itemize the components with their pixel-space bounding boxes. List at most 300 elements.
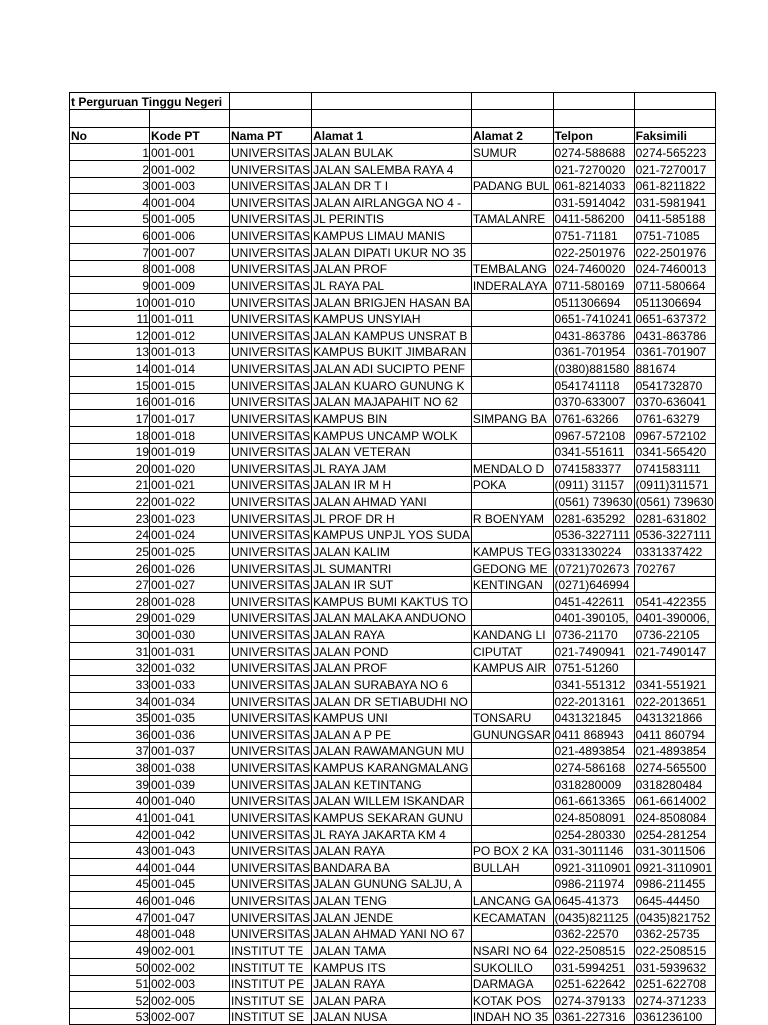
cell-no[interactable]: 47 [70, 909, 150, 926]
cell-alamat-2[interactable] [471, 310, 553, 327]
cell-alamat-2[interactable] [471, 692, 553, 709]
cell-alamat-2[interactable] [471, 609, 553, 626]
cell-kode-pt[interactable]: 001-034 [150, 692, 230, 709]
cell-telpon[interactable]: 0274-586168 [553, 759, 634, 776]
cell-alamat-2[interactable] [471, 343, 553, 360]
cell-alamat-1[interactable]: JL RAYA PAL [312, 277, 472, 294]
cell-alamat-1[interactable]: JALAN BRIGJEN HASAN BA [312, 293, 472, 310]
cell-alamat-1[interactable]: KAMPUS BUMI KAKTUS TO [312, 593, 472, 610]
cell-kode-pt[interactable]: 002-001 [150, 942, 230, 959]
cell-telpon[interactable]: 0274-379133 [553, 992, 634, 1009]
cell-nama-pt[interactable]: UNIVERSITAS [230, 526, 312, 543]
cell-nama-pt[interactable]: UNIVERSITAS [230, 244, 312, 261]
cell-faksimili[interactable]: 702767 [634, 559, 715, 576]
cell-faksimili[interactable]: 0341-565420 [634, 443, 715, 460]
cell-telpon[interactable]: 0751-71181 [553, 227, 634, 244]
cell-no[interactable]: 7 [70, 244, 150, 261]
cell-faksimili[interactable]: 0274-371233 [634, 992, 715, 1009]
cell-no[interactable]: 1 [70, 144, 150, 161]
cell-telpon[interactable]: 0451-422611 [553, 593, 634, 610]
cell-nama-pt[interactable]: UNIVERSITAS [230, 543, 312, 560]
cell-kode-pt[interactable]: 001-041 [150, 809, 230, 826]
cell-alamat-2[interactable] [471, 360, 553, 377]
blank-cell[interactable] [471, 109, 553, 127]
cell-alamat-1[interactable]: JALAN POND [312, 643, 472, 660]
cell-alamat-2[interactable] [471, 676, 553, 693]
cell-telpon[interactable]: 022-2013161 [553, 692, 634, 709]
cell-alamat-1[interactable]: KAMPUS UNI [312, 709, 472, 726]
cell-no[interactable]: 35 [70, 709, 150, 726]
cell-kode-pt[interactable]: 001-046 [150, 892, 230, 909]
cell-alamat-1[interactable]: JALAN DIPATI UKUR NO 35 [312, 244, 472, 261]
cell-alamat-2[interactable]: KENTINGAN [471, 576, 553, 593]
cell-kode-pt[interactable]: 001-009 [150, 277, 230, 294]
cell-nama-pt[interactable]: UNIVERSITAS [230, 460, 312, 477]
cell-no[interactable]: 46 [70, 892, 150, 909]
cell-nama-pt[interactable]: UNIVERSITAS [230, 609, 312, 626]
cell-nama-pt[interactable]: UNIVERSITAS [230, 144, 312, 161]
cell-kode-pt[interactable]: 001-048 [150, 925, 230, 942]
cell-alamat-1[interactable]: JALAN GUNUNG SALJU, A [312, 875, 472, 892]
cell-alamat-1[interactable]: JALAN PROF [312, 260, 472, 277]
cell-kode-pt[interactable]: 001-007 [150, 244, 230, 261]
cell-nama-pt[interactable]: UNIVERSITAS [230, 776, 312, 793]
cell-no[interactable]: 37 [70, 742, 150, 759]
cell-nama-pt[interactable]: UNIVERSITAS [230, 160, 312, 177]
cell-alamat-2[interactable] [471, 493, 553, 510]
cell-telpon[interactable]: 021-4893854 [553, 742, 634, 759]
cell-nama-pt[interactable]: UNIVERSITAS [230, 377, 312, 394]
cell-alamat-2[interactable]: BULLAH [471, 859, 553, 876]
cell-alamat-2[interactable]: R BOENYAM [471, 510, 553, 527]
cell-faksimili[interactable]: 0431321866 [634, 709, 715, 726]
title-cell[interactable] [553, 93, 634, 110]
title-cell[interactable] [230, 93, 312, 110]
cell-alamat-1[interactable]: JALAN KALIM [312, 543, 472, 560]
cell-kode-pt[interactable]: 001-027 [150, 576, 230, 593]
cell-alamat-2[interactable] [471, 377, 553, 394]
cell-alamat-2[interactable]: PADANG BUL [471, 177, 553, 194]
cell-kode-pt[interactable]: 001-044 [150, 859, 230, 876]
cell-faksimili[interactable]: (0561) 739630 [634, 493, 715, 510]
blank-cell[interactable] [312, 109, 472, 127]
cell-alamat-2[interactable]: GUNUNGSAR [471, 726, 553, 743]
cell-no[interactable]: 21 [70, 476, 150, 493]
cell-alamat-2[interactable] [471, 426, 553, 443]
cell-nama-pt[interactable]: UNIVERSITAS [230, 925, 312, 942]
cell-nama-pt[interactable]: UNIVERSITAS [230, 493, 312, 510]
cell-no[interactable]: 13 [70, 343, 150, 360]
cell-nama-pt[interactable]: UNIVERSITAS [230, 709, 312, 726]
title-cell[interactable] [471, 93, 553, 110]
cell-no[interactable]: 26 [70, 559, 150, 576]
cell-alamat-1[interactable]: JALAN IR M H [312, 476, 472, 493]
cell-no[interactable]: 15 [70, 377, 150, 394]
cell-nama-pt[interactable]: UNIVERSITAS [230, 393, 312, 410]
cell-no[interactable]: 19 [70, 443, 150, 460]
cell-alamat-1[interactable]: JALAN AHMAD YANI [312, 493, 472, 510]
cell-no[interactable]: 16 [70, 393, 150, 410]
cell-nama-pt[interactable]: UNIVERSITAS [230, 426, 312, 443]
cell-no[interactable]: 6 [70, 227, 150, 244]
cell-alamat-1[interactable]: JALAN KAMPUS UNSRAT B [312, 327, 472, 344]
cell-alamat-1[interactable]: JALAN MALAKA ANDUONO [312, 609, 472, 626]
cell-alamat-2[interactable]: KECAMATAN [471, 909, 553, 926]
cell-nama-pt[interactable]: UNIVERSITAS [230, 875, 312, 892]
cell-telpon[interactable]: 0967-572108 [553, 426, 634, 443]
cell-faksimili[interactable]: 031-5939632 [634, 958, 715, 975]
cell-alamat-1[interactable]: KAMPUS BIN [312, 410, 472, 427]
cell-faksimili[interactable]: 0331337422 [634, 543, 715, 560]
cell-no[interactable]: 8 [70, 260, 150, 277]
cell-kode-pt[interactable]: 001-012 [150, 327, 230, 344]
cell-alamat-1[interactable]: JALAN MAJAPAHIT NO 62 [312, 393, 472, 410]
cell-kode-pt[interactable]: 001-035 [150, 709, 230, 726]
header-faksimili[interactable]: Faksimili [634, 127, 715, 144]
cell-nama-pt[interactable]: UNIVERSITAS [230, 692, 312, 709]
cell-alamat-2[interactable] [471, 293, 553, 310]
cell-no[interactable]: 5 [70, 210, 150, 227]
cell-alamat-2[interactable] [471, 742, 553, 759]
blank-cell[interactable] [70, 109, 150, 127]
cell-alamat-2[interactable]: LANCANG GA [471, 892, 553, 909]
cell-no[interactable]: 32 [70, 659, 150, 676]
cell-kode-pt[interactable]: 001-005 [150, 210, 230, 227]
cell-telpon[interactable]: 031-5994251 [553, 958, 634, 975]
cell-faksimili[interactable]: 0281-631802 [634, 510, 715, 527]
cell-alamat-2[interactable] [471, 875, 553, 892]
cell-alamat-1[interactable]: KAMPUS UNPJL YOS SUDA [312, 526, 472, 543]
cell-nama-pt[interactable]: UNIVERSITAS [230, 410, 312, 427]
cell-kode-pt[interactable]: 001-032 [150, 659, 230, 676]
cell-telpon[interactable]: 024-7460020 [553, 260, 634, 277]
cell-alamat-1[interactable]: KAMPUS LIMAU MANIS [312, 227, 472, 244]
cell-faksimili[interactable]: 024-7460013 [634, 260, 715, 277]
cell-alamat-1[interactable]: JALAN TENG [312, 892, 472, 909]
cell-no[interactable]: 11 [70, 310, 150, 327]
cell-alamat-2[interactable]: TONSARU [471, 709, 553, 726]
cell-telpon[interactable]: 061-6613365 [553, 792, 634, 809]
cell-no[interactable]: 44 [70, 859, 150, 876]
cell-nama-pt[interactable]: UNIVERSITAS [230, 277, 312, 294]
cell-alamat-1[interactable]: JALAN AHMAD YANI NO 67 [312, 925, 472, 942]
cell-nama-pt[interactable]: UNIVERSITAS [230, 360, 312, 377]
cell-alamat-1[interactable]: KAMPUS BUKIT JIMBARAN [312, 343, 472, 360]
cell-telpon[interactable]: 0318280009 [553, 776, 634, 793]
cell-no[interactable]: 43 [70, 842, 150, 859]
cell-alamat-2[interactable]: KOTAK POS [471, 992, 553, 1009]
cell-telpon[interactable]: 0511306694 [553, 293, 634, 310]
cell-no[interactable]: 48 [70, 925, 150, 942]
cell-no[interactable]: 23 [70, 510, 150, 527]
cell-telpon[interactable]: 022-2508515 [553, 942, 634, 959]
cell-kode-pt[interactable]: 001-011 [150, 310, 230, 327]
cell-nama-pt[interactable]: INSTITUT SE [230, 1008, 312, 1025]
cell-alamat-2[interactable]: INDERALAYA [471, 277, 553, 294]
title-cell[interactable] [312, 93, 472, 110]
cell-nama-pt[interactable]: UNIVERSITAS [230, 726, 312, 743]
cell-alamat-2[interactable]: INDAH NO 35 [471, 1008, 553, 1025]
cell-faksimili[interactable]: 0511306694 [634, 293, 715, 310]
cell-no[interactable]: 41 [70, 809, 150, 826]
cell-telpon[interactable]: 0341-551312 [553, 676, 634, 693]
cell-telpon[interactable]: 031-5914042 [553, 194, 634, 211]
cell-nama-pt[interactable]: UNIVERSITAS [230, 260, 312, 277]
cell-nama-pt[interactable]: UNIVERSITAS [230, 443, 312, 460]
cell-telpon[interactable]: 0921-3110901 [553, 859, 634, 876]
cell-faksimili[interactable]: 0536-3227111 [634, 526, 715, 543]
cell-faksimili[interactable]: 031-3011506 [634, 842, 715, 859]
cell-faksimili[interactable]: 0341-551921 [634, 676, 715, 693]
cell-faksimili[interactable]: 022-2501976 [634, 244, 715, 261]
cell-faksimili[interactable]: 0361-701907 [634, 343, 715, 360]
cell-alamat-1[interactable]: JALAN WILLEM ISKANDAR [312, 792, 472, 809]
cell-telpon[interactable]: (0380)881580 [553, 360, 634, 377]
cell-faksimili[interactable]: 0254-281254 [634, 825, 715, 842]
cell-alamat-1[interactable]: JALAN BULAK [312, 144, 472, 161]
cell-alamat-2[interactable]: SUMUR [471, 144, 553, 161]
cell-nama-pt[interactable]: UNIVERSITAS [230, 327, 312, 344]
cell-alamat-2[interactable]: POKA [471, 476, 553, 493]
cell-telpon[interactable]: 0536-3227111 [553, 526, 634, 543]
cell-faksimili[interactable]: 0411-585188 [634, 210, 715, 227]
cell-faksimili[interactable]: 061-6614002 [634, 792, 715, 809]
cell-faksimili[interactable]: 0431-863786 [634, 327, 715, 344]
cell-faksimili[interactable]: 0711-580664 [634, 277, 715, 294]
cell-faksimili[interactable]: 0736-22105 [634, 626, 715, 643]
cell-faksimili[interactable]: 0318280484 [634, 776, 715, 793]
cell-kode-pt[interactable]: 001-030 [150, 626, 230, 643]
cell-telpon[interactable]: 0254-280330 [553, 825, 634, 842]
cell-faksimili[interactable]: 0274-565500 [634, 759, 715, 776]
cell-no[interactable]: 2 [70, 160, 150, 177]
cell-faksimili[interactable]: 0761-63279 [634, 410, 715, 427]
cell-alamat-1[interactable]: JALAN RAYA [312, 975, 472, 992]
cell-kode-pt[interactable]: 001-037 [150, 742, 230, 759]
cell-alamat-1[interactable]: BANDARA BA [312, 859, 472, 876]
cell-telpon[interactable]: 0645-41373 [553, 892, 634, 909]
cell-no[interactable]: 50 [70, 958, 150, 975]
cell-kode-pt[interactable]: 001-019 [150, 443, 230, 460]
cell-no[interactable]: 29 [70, 609, 150, 626]
cell-alamat-2[interactable] [471, 825, 553, 842]
cell-no[interactable]: 45 [70, 875, 150, 892]
cell-kode-pt[interactable]: 001-033 [150, 676, 230, 693]
cell-kode-pt[interactable]: 001-025 [150, 543, 230, 560]
cell-kode-pt[interactable]: 001-023 [150, 510, 230, 527]
cell-alamat-2[interactable]: KAMPUS TEG [471, 543, 553, 560]
cell-alamat-1[interactable]: JALAN JENDE [312, 909, 472, 926]
cell-nama-pt[interactable]: UNIVERSITAS [230, 659, 312, 676]
cell-nama-pt[interactable]: UNIVERSITAS [230, 759, 312, 776]
cell-alamat-2[interactable] [471, 925, 553, 942]
cell-telpon[interactable]: 0370-633007 [553, 393, 634, 410]
cell-kode-pt[interactable]: 001-028 [150, 593, 230, 610]
cell-nama-pt[interactable]: UNIVERSITAS [230, 742, 312, 759]
cell-telpon[interactable]: 021-7270020 [553, 160, 634, 177]
header-alamat-1[interactable]: Alamat 1 [312, 127, 472, 144]
cell-faksimili[interactable]: 0541732870 [634, 377, 715, 394]
cell-no[interactable]: 27 [70, 576, 150, 593]
cell-alamat-2[interactable]: PO BOX 2 KA [471, 842, 553, 859]
cell-nama-pt[interactable]: UNIVERSITAS [230, 310, 312, 327]
cell-kode-pt[interactable]: 001-020 [150, 460, 230, 477]
cell-faksimili[interactable]: 024-8508084 [634, 809, 715, 826]
cell-faksimili[interactable]: 0361236100 [634, 1008, 715, 1025]
cell-telpon[interactable]: 0361-701954 [553, 343, 634, 360]
cell-kode-pt[interactable]: 001-043 [150, 842, 230, 859]
cell-alamat-1[interactable]: JALAN DR SETIABUDHI NO [312, 692, 472, 709]
cell-alamat-2[interactable]: KANDANG LI [471, 626, 553, 643]
cell-faksimili[interactable]: 0741583111 [634, 460, 715, 477]
cell-kode-pt[interactable]: 001-002 [150, 160, 230, 177]
cell-kode-pt[interactable]: 001-010 [150, 293, 230, 310]
cell-alamat-2[interactable]: DARMAGA [471, 975, 553, 992]
cell-no[interactable]: 12 [70, 327, 150, 344]
cell-no[interactable]: 30 [70, 626, 150, 643]
cell-alamat-1[interactable]: JL RAYA JAKARTA KM 4 [312, 825, 472, 842]
cell-no[interactable]: 28 [70, 593, 150, 610]
cell-no[interactable]: 18 [70, 426, 150, 443]
cell-telpon[interactable]: 0431321845 [553, 709, 634, 726]
cell-alamat-2[interactable]: MENDALO D [471, 460, 553, 477]
cell-faksimili[interactable]: 021-7490147 [634, 643, 715, 660]
cell-nama-pt[interactable]: UNIVERSITAS [230, 792, 312, 809]
blank-cell[interactable] [150, 109, 230, 127]
cell-alamat-2[interactable] [471, 393, 553, 410]
header-telpon[interactable]: Telpon [553, 127, 634, 144]
cell-alamat-2[interactable]: TAMALANRE [471, 210, 553, 227]
cell-kode-pt[interactable]: 001-015 [150, 377, 230, 394]
cell-no[interactable]: 17 [70, 410, 150, 427]
cell-no[interactable]: 33 [70, 676, 150, 693]
cell-alamat-1[interactable]: JALAN A P PE [312, 726, 472, 743]
cell-alamat-1[interactable]: JALAN ADI SUCIPTO PENF [312, 360, 472, 377]
cell-kode-pt[interactable]: 001-008 [150, 260, 230, 277]
cell-alamat-2[interactable] [471, 443, 553, 460]
cell-nama-pt[interactable]: UNIVERSITAS [230, 576, 312, 593]
cell-nama-pt[interactable]: UNIVERSITAS [230, 194, 312, 211]
cell-alamat-2[interactable]: SUKOLILO [471, 958, 553, 975]
cell-no[interactable]: 4 [70, 194, 150, 211]
cell-kode-pt[interactable]: 001-031 [150, 643, 230, 660]
cell-kode-pt[interactable]: 001-024 [150, 526, 230, 543]
cell-faksimili[interactable]: 0645-44450 [634, 892, 715, 909]
cell-faksimili[interactable]: 031-5981941 [634, 194, 715, 211]
cell-no[interactable]: 10 [70, 293, 150, 310]
cell-kode-pt[interactable]: 002-003 [150, 975, 230, 992]
cell-alamat-1[interactable]: JL SUMANTRI [312, 559, 472, 576]
cell-kode-pt[interactable]: 001-022 [150, 493, 230, 510]
cell-nama-pt[interactable]: UNIVERSITAS [230, 510, 312, 527]
blank-cell[interactable] [634, 109, 715, 127]
cell-no[interactable]: 34 [70, 692, 150, 709]
cell-faksimili[interactable]: (0911)311571 [634, 476, 715, 493]
cell-no[interactable]: 49 [70, 942, 150, 959]
cell-no[interactable]: 9 [70, 277, 150, 294]
cell-faksimili[interactable]: 0370-636041 [634, 393, 715, 410]
cell-kode-pt[interactable]: 002-005 [150, 992, 230, 1009]
cell-telpon[interactable]: 0281-635292 [553, 510, 634, 527]
cell-alamat-1[interactable]: JALAN PARA [312, 992, 472, 1009]
cell-faksimili[interactable]: 021-4893854 [634, 742, 715, 759]
cell-no[interactable]: 22 [70, 493, 150, 510]
cell-faksimili[interactable]: 0751-71085 [634, 227, 715, 244]
cell-kode-pt[interactable]: 001-003 [150, 177, 230, 194]
cell-telpon[interactable]: 0341-551611 [553, 443, 634, 460]
cell-kode-pt[interactable]: 001-045 [150, 875, 230, 892]
cell-telpon[interactable]: 022-2501976 [553, 244, 634, 261]
cell-telpon[interactable]: 0411-586200 [553, 210, 634, 227]
cell-faksimili[interactable]: 0362-25735 [634, 925, 715, 942]
cell-telpon[interactable]: 0751-51260 [553, 659, 634, 676]
cell-telpon[interactable]: 0651-7410241 [553, 310, 634, 327]
cell-nama-pt[interactable]: UNIVERSITAS [230, 676, 312, 693]
cell-kode-pt[interactable]: 002-002 [150, 958, 230, 975]
cell-faksimili[interactable]: (0435)821752 [634, 909, 715, 926]
cell-alamat-1[interactable]: JALAN NUSA [312, 1008, 472, 1025]
cell-kode-pt[interactable]: 001-040 [150, 792, 230, 809]
cell-nama-pt[interactable]: UNIVERSITAS [230, 909, 312, 926]
cell-telpon[interactable]: (0271)646994 [553, 576, 634, 593]
cell-alamat-1[interactable]: JALAN RAYA [312, 626, 472, 643]
cell-nama-pt[interactable]: UNIVERSITAS [230, 177, 312, 194]
cell-telpon[interactable]: (0561) 739630 [553, 493, 634, 510]
cell-telpon[interactable]: 0541741118 [553, 377, 634, 394]
cell-nama-pt[interactable]: UNIVERSITAS [230, 809, 312, 826]
cell-alamat-2[interactable] [471, 327, 553, 344]
cell-alamat-1[interactable]: JALAN AIRLANGGA NO 4 - [312, 194, 472, 211]
cell-no[interactable]: 3 [70, 177, 150, 194]
cell-alamat-2[interactable]: SIMPANG BA [471, 410, 553, 427]
cell-no[interactable]: 53 [70, 1008, 150, 1025]
cell-no[interactable]: 36 [70, 726, 150, 743]
cell-nama-pt[interactable]: INSTITUT PE [230, 975, 312, 992]
cell-alamat-1[interactable]: KAMPUS KARANGMALANG [312, 759, 472, 776]
cell-alamat-1[interactable]: JALAN IR SUT [312, 576, 472, 593]
cell-faksimili[interactable]: 061-8211822 [634, 177, 715, 194]
cell-alamat-1[interactable]: JALAN RAYA [312, 842, 472, 859]
cell-alamat-2[interactable]: KAMPUS AIR [471, 659, 553, 676]
title-cell[interactable] [634, 93, 715, 110]
cell-kode-pt[interactable]: 001-038 [150, 759, 230, 776]
cell-nama-pt[interactable]: INSTITUT TE [230, 942, 312, 959]
cell-alamat-1[interactable]: JALAN PROF [312, 659, 472, 676]
cell-faksimili[interactable] [634, 576, 715, 593]
cell-alamat-2[interactable] [471, 759, 553, 776]
cell-telpon[interactable]: 0362-22570 [553, 925, 634, 942]
cell-no[interactable]: 42 [70, 825, 150, 842]
cell-alamat-2[interactable] [471, 526, 553, 543]
cell-alamat-2[interactable]: GEDONG ME [471, 559, 553, 576]
cell-nama-pt[interactable]: UNIVERSITAS [230, 593, 312, 610]
cell-telpon[interactable]: 0761-63266 [553, 410, 634, 427]
cell-kode-pt[interactable]: 001-014 [150, 360, 230, 377]
cell-faksimili[interactable]: 0274-565223 [634, 144, 715, 161]
cell-telpon[interactable]: 0274-588688 [553, 144, 634, 161]
cell-telpon[interactable]: 021-7490941 [553, 643, 634, 660]
cell-alamat-2[interactable]: CIPUTAT [471, 643, 553, 660]
header-no[interactable]: No [70, 127, 150, 144]
cell-kode-pt[interactable]: 001-004 [150, 194, 230, 211]
cell-alamat-1[interactable]: JALAN SALEMBA RAYA 4 [312, 160, 472, 177]
cell-no[interactable]: 24 [70, 526, 150, 543]
cell-alamat-1[interactable]: JALAN RAWAMANGUN MU [312, 742, 472, 759]
cell-no[interactable]: 38 [70, 759, 150, 776]
cell-faksimili[interactable]: 0986-211455 [634, 875, 715, 892]
cell-kode-pt[interactable]: 001-001 [150, 144, 230, 161]
cell-alamat-1[interactable]: JALAN VETERAN [312, 443, 472, 460]
